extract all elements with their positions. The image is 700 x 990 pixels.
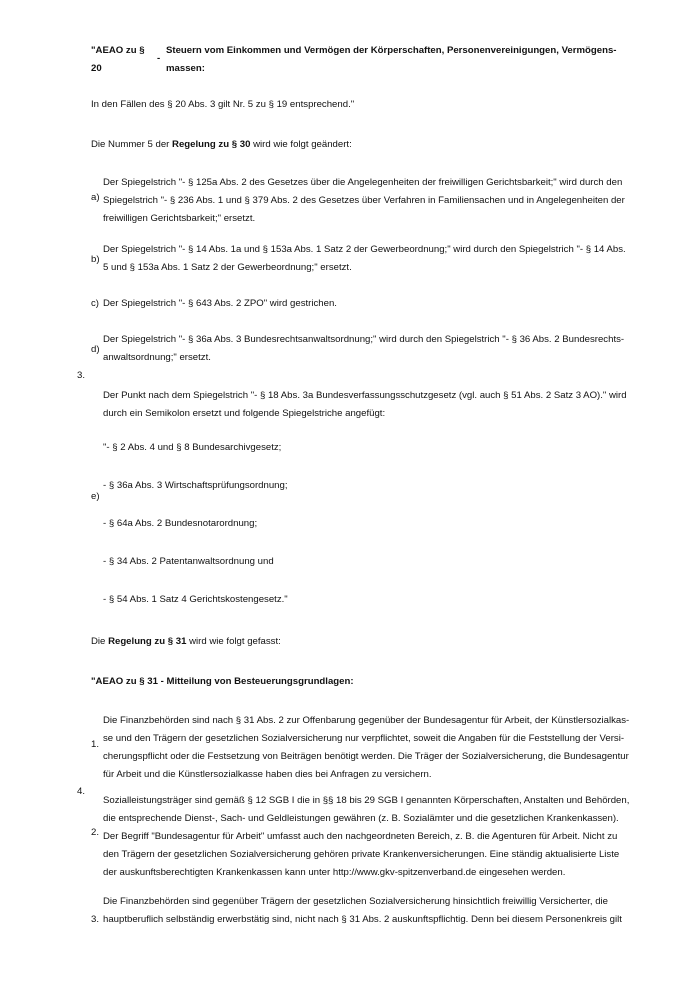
item-3d-label: d) — [91, 344, 100, 355]
item-4-3-text: Die Finanzbehörden sind gegenüber Trägern der gesetzlichen Sozialversicherung hinsichtlich freiwillig Versicherter, die hauptberuflich selbständig erwerbstätig sind, nicht nach § 31 Abs. 2 auskunftspflichtig. Denn bei diesem Personenkreis gilt — [103, 896, 622, 925]
r31-paragraph: Die Regelung zu § 31 wird wie folgt gefasst: — [91, 636, 281, 647]
item-3d-text: Der Spiegelstrich "- § 36a Abs. 3 Bundesrechtsanwaltsordnung;" wird durch den Spiegelstrich "- § 36 Abs. 2 Bundesrechts- anwaltsordnung;" ersetzt. — [103, 334, 625, 363]
item-3a-text: Der Spiegelstrich "- § 125a Abs. 2 des Gesetzes über die Angelegenheiten der freiwilligen Gerichtsbarkeit;" wird durch den Spiegelstrich "- § 236 Abs. 1 und § 379 Abs. 2 des Gesetzes über Verfahren in Familiensachen und in Angelegenheiten der freiwilligen Gerichtsbarkeit;" ersetzt. — [103, 177, 625, 224]
list-item: - § 54 Abs. 1 Satz 4 Gerichtskostengesetz." — [103, 594, 288, 605]
header-tag: "AEAO zu § — [91, 45, 145, 56]
item-4-number: 4. — [77, 786, 86, 797]
item-3a-label: a) — [91, 192, 100, 203]
item-4-1-number: 1. — [91, 739, 100, 750]
header-tag-number: 20 — [91, 63, 102, 74]
item-3b-label: b) — [91, 254, 100, 265]
list-item: - § 36a Abs. 3 Wirtschaftsprüfungsordnung; — [103, 480, 288, 491]
aeao31-heading: "AEAO zu § 31 - Mitteilung von Besteuerungsgrundlagen: — [91, 676, 354, 687]
item-4-2-number: 2. — [91, 827, 100, 838]
item-3e-text: Der Punkt nach dem Spiegelstrich "- § 18 Abs. 3a Bundesverfassungsschutzgesetz (vgl. auch § 51 Abs. 2 Satz 3 AO)." wird durch ein Semikolon ersetzt und folgende Spiegelstriche angefügt: — [103, 390, 627, 419]
intro-paragraph: In den Fällen des § 20 Abs. 3 gilt Nr. 5 zu § 19 entsprechend." — [91, 99, 355, 110]
item-3e-label: e) — [91, 491, 100, 502]
item-4-2-text: Sozialleistungsträger sind gemäß § 12 SGB I die in §§ 18 bis 29 SGB I genannten Körperschaften, Anstalten und Behörden, die entsprechende Dienst-, Sach- und Geldleistungen gewähren (z. B. Sozialämter und die gesetzlichen Krankenkassen). Der Begriff "Bundesagentur für Arbeit" umfasst auch den nachgeordneten Bereich, z. B. die Agenturen für Arbeit. Nicht zu den Trägern der gesetzlichen Sozialversicherung gehören private Krankenversicherungen. Eine ständig aktualisierte Liste der auskunftsberechtigten Krankenkassen kann unter http://www.gkv-spitzenverband.de eingesehen werden. — [103, 795, 630, 878]
item-3c-text: Der Spiegelstrich "- § 643 Abs. 2 ZPO" wird gestrichen. — [103, 298, 337, 309]
item-3c-label: c) — [91, 298, 99, 309]
list-item: - § 34 Abs. 2 Patentanwaltsordnung und — [103, 556, 274, 567]
item-4-1-text: Die Finanzbehörden sind nach § 31 Abs. 2 zur Offenbarung gegenüber der Bundesagentur für Arbeit, der Künstlersozialkas- se und den Trägern der gesetzlichen Sozialversicherung nur verpflichtet, soweit die Angaben für die Feststellung der Versi- cherungspflicht oder die Festsetzung von Beiträgen benötigt werden. Die Träger der Sozialversicherung, die Bundesagentur für Arbeit und die Künstlersozialkasse haben dies bei Anfragen zu versichern. — [103, 715, 630, 780]
list-item: - § 64a Abs. 2 Bundesnotarordnung; — [103, 518, 258, 529]
item-3-number: 3. — [77, 370, 86, 381]
header-title-cont: massen: — [166, 63, 205, 74]
item-3b-text: Der Spiegelstrich "- § 14 Abs. 1a und § 153a Abs. 1 Satz 2 der Gewerbeordnung;" wird durch den Spiegelstrich "- § 14 Abs. 5 und § 153a Abs. 1 Satz 2 der Gewerbeordnung;" ersetzt. — [103, 244, 626, 273]
nr5-paragraph: Die Nummer 5 der Regelung zu § 30 wird wie folgt geändert: — [91, 139, 352, 150]
list-item: "- § 2 Abs. 4 und § 8 Bundesarchivgesetz; — [103, 442, 282, 453]
item-4-3-number: 3. — [91, 914, 100, 925]
header-title: Steuern vom Einkommen und Vermögen der Körperschaften, Personenvereinigungen, Vermögens- — [166, 45, 617, 56]
header-dash: - — [157, 53, 161, 64]
